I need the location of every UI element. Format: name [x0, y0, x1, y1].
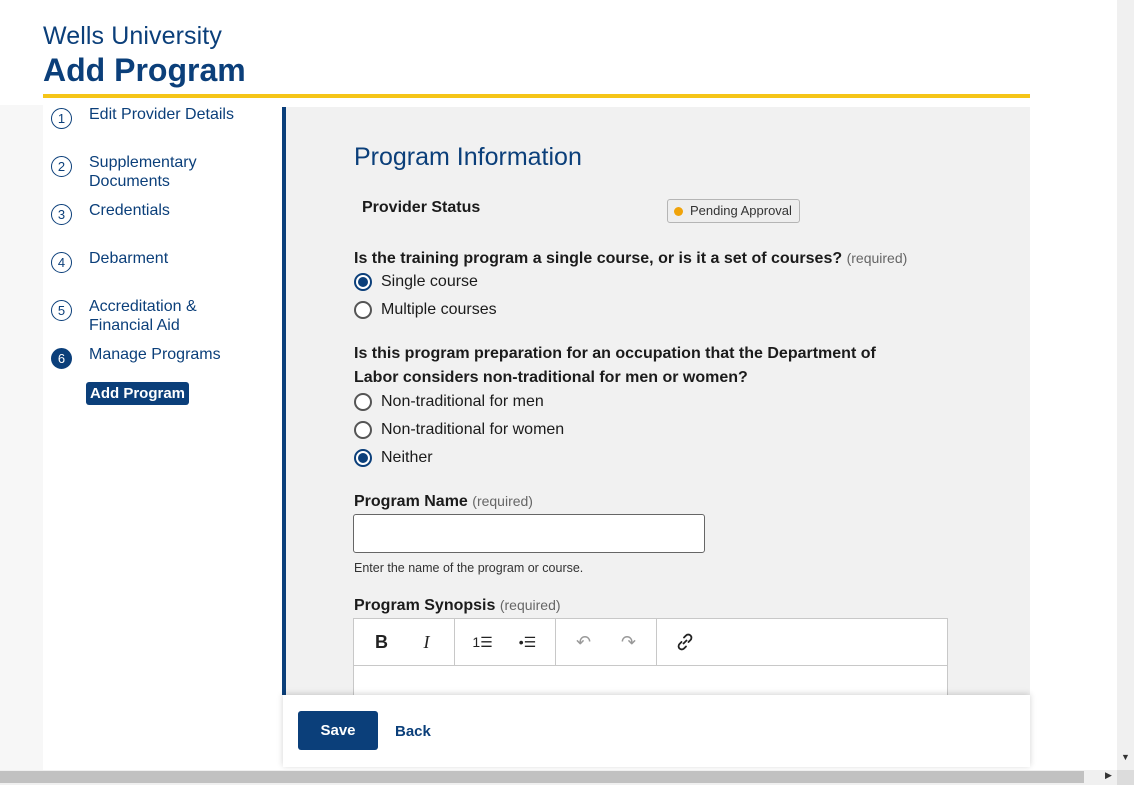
redo-icon[interactable]: ↷ [620, 631, 637, 652]
radio-label: Non-traditional for women [381, 421, 565, 438]
radio-unselected-icon[interactable] [354, 301, 372, 319]
step-number-active: 6 [51, 348, 72, 369]
step-label: Debarment [89, 250, 169, 267]
step-number: 1 [51, 108, 72, 129]
radio-label: Single course [381, 273, 478, 290]
organization-name: Wells University [43, 22, 222, 50]
required-marker: (required) [846, 250, 908, 266]
link-group [657, 619, 712, 665]
synopsis-rich-text-editor[interactable] [353, 618, 948, 695]
radio-unselected-icon[interactable] [354, 421, 372, 439]
horizontal-scroll-thumb[interactable] [0, 771, 1084, 783]
radio-multiple-courses[interactable] [354, 301, 497, 319]
step-debarment[interactable] [51, 249, 239, 273]
radio-selected-icon[interactable] [354, 273, 372, 291]
back-link[interactable]: Back [395, 723, 431, 740]
section-title: Program Information [354, 143, 582, 171]
step-label: Edit Provider Details [89, 106, 234, 123]
step-label: Manage Programs [89, 346, 221, 363]
program-synopsis-label [354, 597, 561, 615]
sub-step-add-program[interactable]: Add Program [86, 382, 189, 405]
undo-icon[interactable]: ↶ [575, 631, 592, 652]
step-credentials[interactable] [51, 201, 239, 225]
question-non-traditional: Is this program preparation for an occupation that the Department of Labor considers non-traditional for men or women? [354, 345, 876, 386]
step-number: 2 [51, 156, 72, 177]
history-group [556, 619, 657, 665]
required-marker: (required) [472, 493, 533, 509]
provider-status-label: Provider Status [362, 199, 481, 216]
horizontal-scrollbar[interactable] [0, 770, 1117, 785]
page-title: Add Program [43, 52, 246, 88]
program-name-hint: Enter the name of the program or course. [354, 561, 584, 575]
radio-unselected-icon[interactable] [354, 393, 372, 411]
italic-icon[interactable]: I [423, 631, 430, 652]
action-footer [283, 695, 1030, 767]
radio-label: Multiple courses [381, 301, 497, 318]
ordered-list-icon[interactable]: 1☰ [472, 633, 493, 650]
required-marker: (required) [499, 597, 561, 613]
step-edit-provider-details[interactable] [51, 105, 239, 129]
step-number: 4 [51, 252, 72, 273]
radio-label: Non-traditional for men [381, 393, 544, 410]
question-course-type [354, 246, 934, 271]
field-label-text: Program Name [354, 493, 468, 510]
field-label-text: Program Synopsis [354, 597, 496, 614]
vertical-scrollbar[interactable] [1117, 0, 1134, 770]
program-name-input[interactable] [353, 514, 705, 553]
bullet-list-icon[interactable]: •☰ [518, 633, 537, 650]
scroll-down-icon[interactable]: ▼ [1121, 752, 1130, 762]
scrollbar-corner [1117, 770, 1134, 785]
step-number: 3 [51, 204, 72, 225]
radio-non-traditional-women[interactable] [354, 421, 564, 439]
bold-icon[interactable]: B [375, 631, 388, 652]
radio-label: Neither [381, 449, 433, 466]
step-label: Accreditation & Financial Aid [89, 298, 197, 334]
step-label: Credentials [89, 202, 170, 219]
link-icon[interactable] [662, 619, 707, 665]
step-accreditation-financial-aid[interactable] [51, 297, 214, 335]
form-panel [286, 107, 1030, 695]
format-group [354, 619, 455, 665]
status-badge-text: Pending Approval [690, 203, 792, 218]
list-group [455, 619, 556, 665]
left-gutter [0, 105, 43, 770]
step-number: 5 [51, 300, 72, 321]
scroll-right-icon[interactable]: ▶ [1105, 770, 1112, 780]
step-manage-programs[interactable] [51, 345, 239, 369]
program-name-label [354, 493, 533, 511]
radio-single-course[interactable] [354, 273, 478, 291]
radio-selected-icon[interactable] [354, 449, 372, 467]
editor-toolbar [354, 619, 947, 666]
status-dot-icon [674, 207, 683, 216]
question-text: Is the training program a single course, or is it a set of courses? [354, 250, 843, 267]
title-underline [43, 94, 1030, 98]
save-button[interactable]: Save [298, 711, 378, 750]
step-supplementary-documents[interactable] [51, 153, 219, 191]
radio-non-traditional-men[interactable] [354, 393, 544, 411]
radio-neither[interactable] [354, 449, 433, 467]
step-label: Supplementary Documents [89, 154, 197, 190]
link-icon-svg [675, 632, 695, 652]
status-badge [667, 199, 800, 223]
